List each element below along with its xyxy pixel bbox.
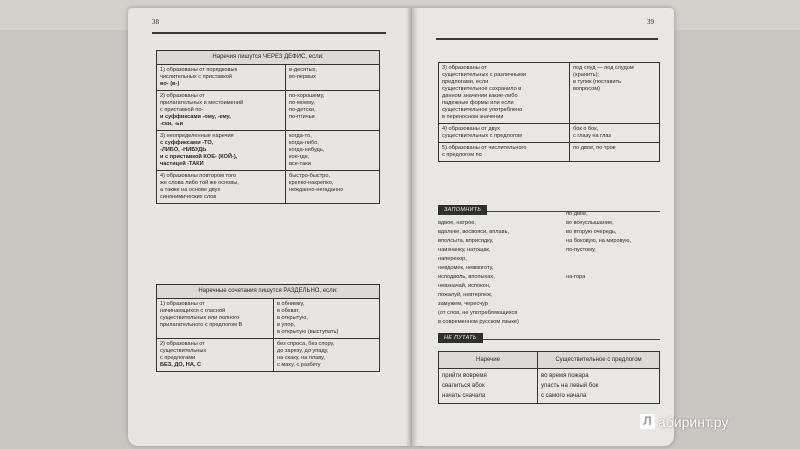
examples-cell (570, 124, 660, 143)
rule-line: прилагательных и местоимений (160, 100, 244, 106)
table-row (157, 91, 380, 131)
rule-cell (157, 339, 274, 372)
example-line: все-таки (289, 161, 311, 167)
example-line: в открытую (выступать) (277, 329, 339, 335)
rule-line: частицей -ТАКИ (160, 161, 204, 167)
example-line: бок о бок, (573, 126, 599, 132)
table-row (439, 143, 660, 162)
right-page (412, 8, 674, 446)
example-line: крепко-накрепко, (289, 180, 334, 186)
adverb-vs-noun-table (438, 351, 660, 404)
rule-line: 4) образованы повтором того (160, 173, 237, 179)
example-line: по-птичьи (289, 114, 315, 120)
rule-line: с приставкой по- (160, 107, 204, 113)
list-item: наперекор, (438, 256, 467, 262)
noun-example: с самого начала (541, 393, 587, 399)
adverb-example: прийти вовремя (442, 373, 487, 379)
example-line: по-хорошему, (289, 93, 325, 99)
list-item: на боковую, на мировую, (566, 238, 631, 244)
page-header-rule (436, 38, 658, 40)
example-line: без спроса, без спору, (277, 341, 335, 347)
rule-cell (439, 63, 570, 124)
table-row (157, 299, 380, 339)
list-item: на-гора (566, 274, 586, 280)
example-line: до зарезу, до упаду, (277, 348, 329, 354)
rule-line: 3) неопределенные наречия (160, 133, 234, 139)
example-line: когда-либо, (289, 140, 319, 146)
adverb-example: начать сначала (442, 393, 486, 399)
remember-list-left (438, 219, 519, 327)
page-number-right: 39 (647, 18, 654, 26)
table-row (157, 339, 380, 372)
rule-line: и с приставкой КОЕ- (КОЙ-), (160, 154, 238, 160)
rule-line: 1) образованы от (160, 301, 205, 307)
list-item: по двое, (566, 211, 588, 217)
example-line: когда-то, (289, 133, 312, 139)
rule-line: 2) образованы от (160, 93, 205, 99)
list-item: в современном русском языке) (438, 319, 519, 325)
rule-line: же слова либо той же основы, (160, 180, 239, 186)
noun-cell (538, 369, 660, 404)
example-line: в тупик (поставить (573, 79, 622, 85)
example-line: в обхват, (277, 308, 300, 314)
list-item: вдвое, натрое, (438, 220, 476, 226)
rule-line: существительное сохранило в (442, 86, 522, 92)
list-item: замужем, чересчур (438, 301, 488, 307)
example-line: по-моему, (289, 100, 315, 106)
rule-line: во- (в-) (160, 81, 180, 87)
examples-cell (274, 339, 380, 372)
rule-line: с суффиксами -ТО, (160, 140, 214, 146)
rule-line: существительных с предлогом (442, 133, 522, 139)
example-line: когда-нибудь, (289, 147, 325, 153)
example-line: в упор, (277, 322, 296, 328)
example-line: быстро-быстро, (289, 173, 331, 179)
rule-line: а также на основе двух (160, 187, 221, 193)
example-line: кое-где, (289, 154, 310, 160)
labirint-logo-icon: Л (640, 414, 655, 429)
example-line: во-первых (289, 74, 316, 80)
rule-line: синонимических слов (160, 194, 217, 200)
rule-line: существительное употреблено (442, 107, 523, 113)
rule-cell (157, 91, 286, 131)
list-item: вполсыта, вприсядку, (438, 238, 494, 244)
left-page (128, 8, 412, 446)
remember-label: ЗАПОМНИТЬ (438, 205, 487, 215)
rule-line: БЕЗ, ДО, НА, С (160, 362, 202, 368)
example-line: по двое, по трое (573, 145, 616, 151)
example-line: с глазу на глаз (573, 133, 611, 139)
example-line: с маху, с разбегу (277, 362, 321, 368)
example-line: в обнимку, (277, 301, 305, 307)
rule-cell (157, 65, 286, 91)
list-item: исподволь, впопыхах, (438, 274, 495, 280)
rule-line: начинающихся с гласной (160, 308, 226, 314)
continued-rules-table (438, 62, 660, 162)
example-line: в открытую, (277, 315, 308, 321)
list-item (566, 255, 631, 264)
rule-cell (157, 299, 274, 339)
table-row (439, 124, 660, 143)
adverb-example: свалиться вбок (442, 383, 485, 389)
rule-line: 3) образованы от (442, 65, 487, 71)
table-row (439, 369, 660, 404)
rule-line: падежные формы или если (442, 100, 514, 106)
noun-example: упасть на левый бок (541, 383, 599, 389)
rule-line: существительных (160, 348, 207, 354)
example-line: на скаку, на плаву, (277, 355, 325, 361)
list-item: вдалеке, восвояси, вплавь, (438, 229, 510, 235)
rule-line: 5) образованы от числительного (442, 145, 527, 151)
example-line: по-детски, (289, 107, 316, 113)
rule-line: 4) образованы от двух (442, 126, 501, 132)
rule-cell (439, 143, 570, 162)
watermark-text: абиринт.ру (658, 414, 729, 430)
noun-example: во время пожара (541, 373, 589, 379)
rule-line: числительных с приставкой (160, 74, 233, 80)
examples-cell (286, 131, 380, 171)
rule-cell (439, 124, 570, 143)
examples-cell (286, 65, 380, 91)
header-noun-with-preposition: Существительное с предлогом (538, 352, 660, 369)
table-row (157, 171, 380, 204)
rule-line: предлогами, если (442, 79, 489, 85)
book-spine-shadow (406, 8, 418, 446)
hyphen-table-header: Наречия пишутся ЧЕРЕЗ ДЕФИС, если: (157, 51, 380, 65)
example-line: вопросом) (573, 86, 600, 92)
example-line: под спуд — под спудом (573, 65, 634, 71)
table-row (439, 63, 660, 124)
rule-line: в переносном значении (442, 114, 504, 120)
rule-line: с предлогами (160, 355, 196, 361)
rule-line: данном значении какие-либо (442, 93, 518, 99)
rule-line: прилагательного с предлогом В (160, 322, 243, 328)
list-item: невдомек, невмоготу, (438, 265, 494, 271)
rule-line: 2) образованы от (160, 341, 205, 347)
list-item: во всеуслышание, (566, 220, 614, 226)
list-item (566, 264, 631, 273)
header-adverb: Наречие (439, 352, 538, 369)
list-item: (от слов, не употребляющихся (438, 310, 518, 316)
rule-line: существительных или полного (160, 315, 240, 321)
remember-list-right (566, 210, 631, 282)
separate-rules-table (156, 284, 380, 372)
rule-line: -ски, -ьи (160, 121, 184, 127)
examples-cell (286, 91, 380, 131)
examples-cell (274, 299, 380, 339)
examples-cell (286, 171, 380, 204)
rule-line: и суффиксами -ому, -ему, (160, 114, 231, 120)
table-row (157, 65, 380, 91)
example-line: (хранить); (573, 72, 599, 78)
hyphen-rules-table (156, 50, 380, 204)
example-line: нежданно-негаданно (289, 187, 344, 193)
rule-line: 1) образованы от порядковых (160, 67, 238, 73)
table-row (157, 131, 380, 171)
list-item: пожалуй, невтерпеж, (438, 292, 493, 298)
examples-cell (570, 63, 660, 124)
rule-line: существительных с различными (442, 72, 527, 78)
page-header-rule (152, 32, 386, 34)
rule-cell (157, 171, 286, 204)
separate-table-header: Наречные сочетания пишутся РАЗДЕЛЬНО, если: (157, 285, 380, 299)
page-number-left: 38 (152, 18, 159, 26)
rule-cell (157, 131, 286, 171)
list-item: наизнанку, натощак, (438, 247, 491, 253)
list-item: по-пустому, (566, 247, 596, 253)
list-item: невзначай, испокон, (438, 283, 491, 289)
examples-cell (570, 143, 660, 162)
dont-confuse-label: НЕ ПУТАТЬ (438, 333, 483, 343)
adverb-cell (439, 369, 538, 404)
rule-line: с предлогом по (442, 152, 482, 158)
rule-line: -ЛИБО, -НИБУДЬ (160, 147, 207, 153)
list-item: во вторую очередь, (566, 229, 617, 235)
example-line: в-десятых, (289, 67, 317, 73)
